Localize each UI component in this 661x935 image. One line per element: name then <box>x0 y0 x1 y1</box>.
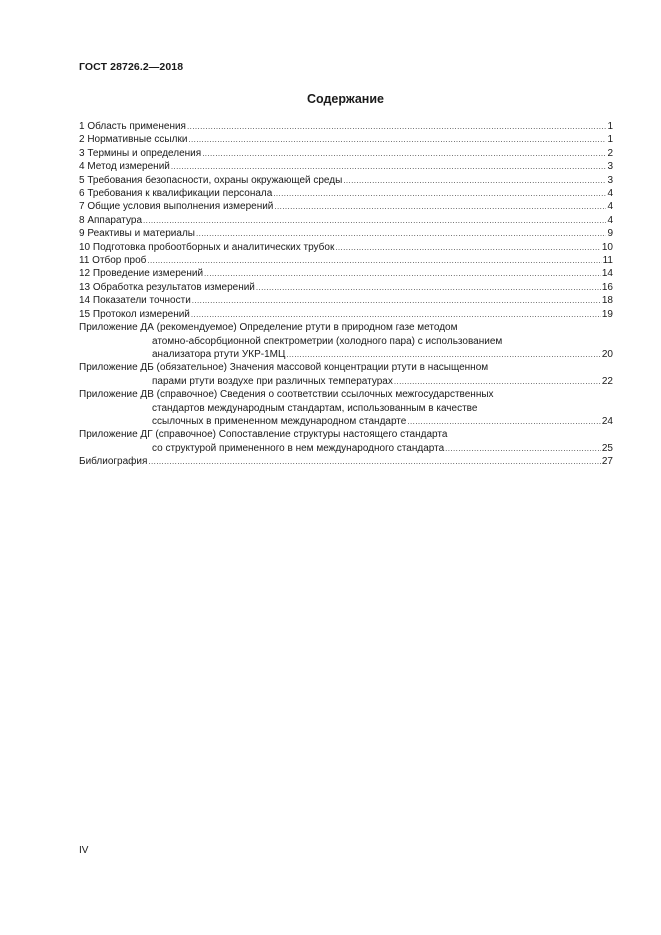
toc-leader-dots <box>286 348 601 361</box>
toc-entry-page: 24 <box>601 415 613 427</box>
toc-appendix-line: Приложение ДБ (обязательное) Значения массовой концентрации ртути в насыщенном <box>79 362 489 374</box>
toc-entry[interactable] <box>79 200 613 213</box>
toc-sections <box>79 120 613 321</box>
toc-entry[interactable] <box>79 174 613 187</box>
toc-entry-text: со структурой примененного в нем международного стандарта <box>152 442 445 454</box>
toc-entry-page: 1 <box>607 134 613 146</box>
toc-entry-page: 1 <box>607 121 613 132</box>
toc-entry-page: 19 <box>601 308 613 320</box>
toc-leader-dots <box>204 267 601 280</box>
toc-appendix-line: Приложение ДГ (справочное) Сопоставление структуры настоящего стандарта <box>79 429 448 441</box>
toc-appendix-line: Приложение ДА (рекомендуемое) Определение ртути в природном газе методом <box>79 322 458 334</box>
toc-entry-bibliography[interactable] <box>79 455 613 468</box>
toc-appendix-line: Приложение ДВ (справочное) Сведения о соответствии ссылочных межгосударственных <box>79 389 494 401</box>
toc-entry-text: 5 Требования безопасности, охраны окружающей среды <box>79 174 343 186</box>
toc-entry-text: 1 Область применения <box>79 121 186 132</box>
toc-entry-text: 12 Проведение измерений <box>79 268 204 280</box>
toc-appendix[interactable] <box>79 361 613 388</box>
toc-entry-page: 2 <box>607 147 613 159</box>
document-header: ГОСТ 28726.2—2018 <box>79 61 184 73</box>
toc-entry-text: 6 Требования к квалификации персонала <box>79 188 273 200</box>
toc-entry-page: 11 <box>602 255 613 267</box>
toc-entry-text: 14 Показатели точности <box>79 295 191 307</box>
toc-appendix[interactable] <box>79 388 613 428</box>
toc-leader-dots <box>335 241 601 254</box>
toc-entry-page: 3 <box>607 161 613 173</box>
toc-entry-text: 11 Отбор проб <box>79 255 147 267</box>
toc-entry[interactable] <box>79 267 613 280</box>
toc-leader-dots <box>343 174 606 187</box>
toc-entry[interactable] <box>79 241 613 254</box>
toc-entry-page: 14 <box>601 268 613 280</box>
toc-appendix-line: стандартов международным стандартам, использованным в качестве <box>152 402 478 414</box>
toc-leader-dots <box>394 375 601 388</box>
toc-entry-text: Библиография <box>79 456 148 468</box>
toc-leader-dots <box>147 254 601 267</box>
toc-leader-dots <box>191 308 601 321</box>
toc-entry-text: ссылочных в примененном международном стандарте <box>152 415 407 427</box>
toc-appendix[interactable] <box>79 428 613 455</box>
toc-entry-page: 25 <box>601 442 613 454</box>
toc-entry-page: 3 <box>607 174 613 186</box>
toc-entry[interactable] <box>79 133 613 146</box>
toc-entry-text: 7 Общие условия выполнения измерений <box>79 201 274 213</box>
toc-leader-dots <box>187 120 606 133</box>
toc-entry-page: 9 <box>607 228 613 240</box>
toc-entry-page: 4 <box>607 188 613 200</box>
toc-appendices <box>79 321 613 455</box>
toc-entry[interactable] <box>79 214 613 227</box>
toc-entry-text: анализатора ртути УКР-1МЦ <box>152 348 286 360</box>
toc-leader-dots <box>148 455 600 468</box>
toc-leader-dots <box>202 147 606 160</box>
toc-leader-dots <box>192 294 601 307</box>
toc-entry-page: 20 <box>601 348 613 360</box>
toc-appendix-line: атомно-абсорбционной спектрометрии (холодного пара) с использованием <box>152 335 503 347</box>
toc-entry-text: 10 Подготовка пробоотборных и аналитических трубок <box>79 241 335 253</box>
toc-leader-dots <box>171 160 607 173</box>
toc-entry-page: 4 <box>607 214 613 226</box>
toc-leader-dots <box>273 187 606 200</box>
toc-entry[interactable] <box>79 308 613 321</box>
toc-entry[interactable] <box>79 281 613 294</box>
toc-leader-dots <box>445 442 601 455</box>
toc-leader-dots <box>188 133 606 146</box>
toc-leader-dots <box>274 200 606 213</box>
toc-appendix-last-line[interactable] <box>79 442 613 455</box>
toc-appendix-last-line[interactable] <box>79 348 613 361</box>
toc-entry-text: 4 Метод измерений <box>79 161 170 173</box>
toc-entry-text: 9 Реактивы и материалы <box>79 228 195 240</box>
toc-entry[interactable] <box>79 254 613 267</box>
toc-entry-page: 22 <box>601 375 613 387</box>
toc-entry-page: 4 <box>607 201 613 213</box>
toc-entry-text: 13 Обработка результатов измерений <box>79 281 255 293</box>
page-title: Содержание <box>306 92 384 106</box>
toc-entry-text: 2 Нормативные ссылки <box>79 134 188 146</box>
toc-entry[interactable] <box>79 147 613 160</box>
page-number: IV <box>79 845 89 856</box>
toc-entry[interactable] <box>79 187 613 200</box>
toc-appendix-last-line[interactable] <box>79 375 613 388</box>
toc-leader-dots <box>196 227 606 240</box>
toc-entry-page: 18 <box>601 295 613 307</box>
toc-entry-page: 10 <box>601 241 613 253</box>
toc-appendix-last-line[interactable] <box>79 415 613 428</box>
toc-entry-text: 15 Протокол измерений <box>79 308 190 320</box>
toc-entry-page: 27 <box>601 456 613 468</box>
toc-appendix[interactable] <box>79 321 613 361</box>
toc-entry[interactable] <box>79 160 613 173</box>
table-of-contents <box>79 120 613 469</box>
toc-leader-dots <box>407 415 601 428</box>
toc-entry-text: 3 Термины и определения <box>79 147 202 159</box>
toc-entry-text: парами ртути воздухе при различных температурах <box>152 375 393 387</box>
toc-entry[interactable] <box>79 227 613 240</box>
toc-entry-page: 16 <box>601 281 613 293</box>
toc-entry[interactable] <box>79 120 613 133</box>
toc-leader-dots <box>143 214 606 227</box>
toc-entry[interactable] <box>79 294 613 307</box>
toc-entry-text: 8 Аппаратура <box>79 214 143 226</box>
toc-leader-dots <box>256 281 601 294</box>
